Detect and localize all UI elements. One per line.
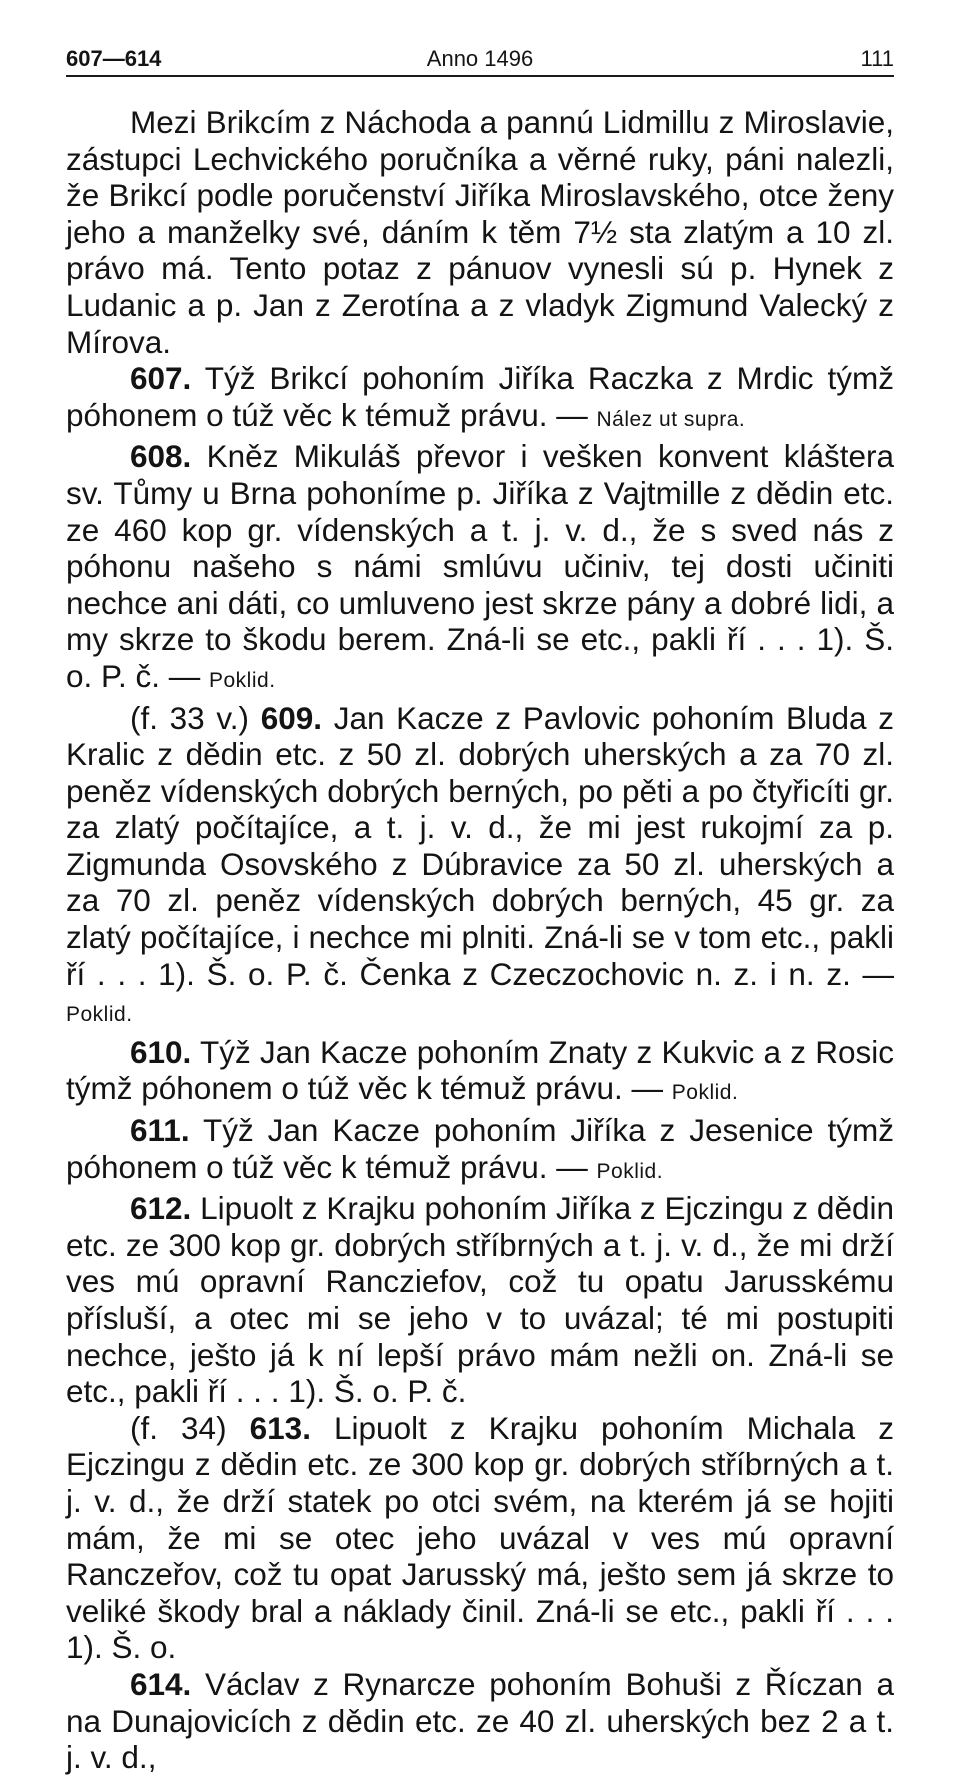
entry-number: 610. [130,1033,192,1070]
entry-number: 608. [130,438,192,475]
document-body [66,104,894,1776]
entry-text: Václav z Rynarcze pohoním Bohuši z Říczan a na Dunajovicích z dědin etc. ze 40 zl. uherských bez 2 a t. j. v. d., [66,1665,894,1776]
entry-text: Mezi Brikcím z Náchoda a pannú Lidmillu z Miroslavie, zástupci Lechvického poručníka a věrné ruky, páni nalezli, že Brikcí podle poručenství Jiříka Miroslavského, otce ženy jeho a manželky své, dáním k těm 7½ sta zlatým a 10 zl. právo má. Tento potaz z pánuov vynesli sú p. Hynek z Ludanic a p. Jan z Zerotína a z vladyk Zigmund Valecký z Mírova. [66,104,894,360]
entry-verdict: Poklid. [66,1003,133,1027]
entry-text: Kněz Mikuláš převor i vešken konvent kláštera sv. Tůmy u Brna pohoníme p. Jiříka z Vajtmille z dědin etc. ze 460 kop gr. vídenských a t. j. v. d., že s sved nás z póhonu našeho s námi smlúvu učiniv, tej dosti učiniti nechce ani dáti, co umluveno jest skrze pány a dobré lidi, a my skrze to škodu berem. Zná-li se etc., pakli ří . . . 1). Š. o. P. č. — [66,438,894,694]
entry-text: Lipuolt z Krajku pohoním Jiříka z Ejczingu z dědin etc. ze 300 kop gr. dobrých stříbrných a t. j. v. d., že mi drží ves mú opravní Rancziefov, což tu opatu Jarusskému přísluší, a otec mi se jeho v to uvázal; té mi postupiti nechce, ješto já k ní lepší právo mám nežli on. Zná-li se etc., pakli ří . . . 1). Š. o. P. č. [66,1190,894,1410]
entry-paragraph [66,360,894,438]
entry-paragraph [66,1666,894,1776]
entry-number: 614. [130,1665,192,1702]
entry-range: 607—614 [66,46,162,71]
entry-paragraph [66,1034,894,1112]
entry-verdict: Poklid. [671,1081,739,1105]
year-title: Anno 1496 [426,46,534,71]
entry-number: 607. [130,360,192,397]
header-rule [66,75,894,77]
entry-verdict: Poklid. [596,1159,664,1183]
entry-paragraph [66,1112,894,1190]
entry-text: Týž Brikcí pohoním Jiříka Raczka z Mrdic týmž póhonem o túž věc k témuž právu. — [66,360,894,433]
folio-reference: (f. 34) [130,1409,227,1446]
entry-paragraph [66,438,894,699]
entry-verdict: Poklid. [209,668,276,692]
entry-text: Jan Kacze z Pavlovic pohoním Bluda z Kralic z dědin etc. z 50 zl. dobrých uherských a za 70 zl. peněz vídenských dobrých berných, po pěti a po čtyřicíti gr. za zlatý počítajíce, a t. j. v. d., že mi jest rukojmí za p. Zigmunda Osovského z Dúbravice za 50 zl. uherských a za 70 zl. peněz vídenských dobrých berných, 45 gr. za zlatý počítajíce, i nechce mi plniti. Zná-li se v tom etc., pakli ří . . . 1). Š. o. P. č. Čenka z Czeczochovic n. z. i n. z. — [66,699,894,992]
entry-paragraph [66,104,894,360]
entry-verdict: Nález ut supra. [596,407,746,431]
entry-paragraph [66,700,894,1034]
entry-paragraph [66,1410,894,1666]
entry-text: Týž Jan Kacze pohoním Znaty z Kukvic a z Rosic týmž póhonem o túž věc k témuž právu. — [66,1033,894,1107]
running-header [66,40,894,74]
entry-number: 609. [260,699,323,736]
entry-text: Lipuolt z Krajku pohoním Michala z Ejczingu z dědin etc. ze 300 kop gr. dobrých stříbrných a t. j. v. d., že drží statek po otci svém, na kterém já se hojiti mám, že mi se otec jeho uvázal v ves mú opravní Ranczeřov, což tu opat Jarusský má, ješto sem já skrze to veliké škody bral a náklady činil. Zná-li se etc., pakli ří . . . 1). Š. o. [66,1409,894,1666]
page-number: 111 [860,46,894,71]
entry-paragraph [66,1190,894,1410]
folio-reference: (f. 33 v.) [130,699,250,736]
entry-number: 611. [130,1112,190,1149]
entry-text: Týž Jan Kacze pohoním Jiříka z Jesenice týmž póhonem o túž věc k témuž právu. — [66,1112,894,1185]
entry-number: 613. [249,1409,311,1446]
entry-number: 612. [130,1190,192,1227]
